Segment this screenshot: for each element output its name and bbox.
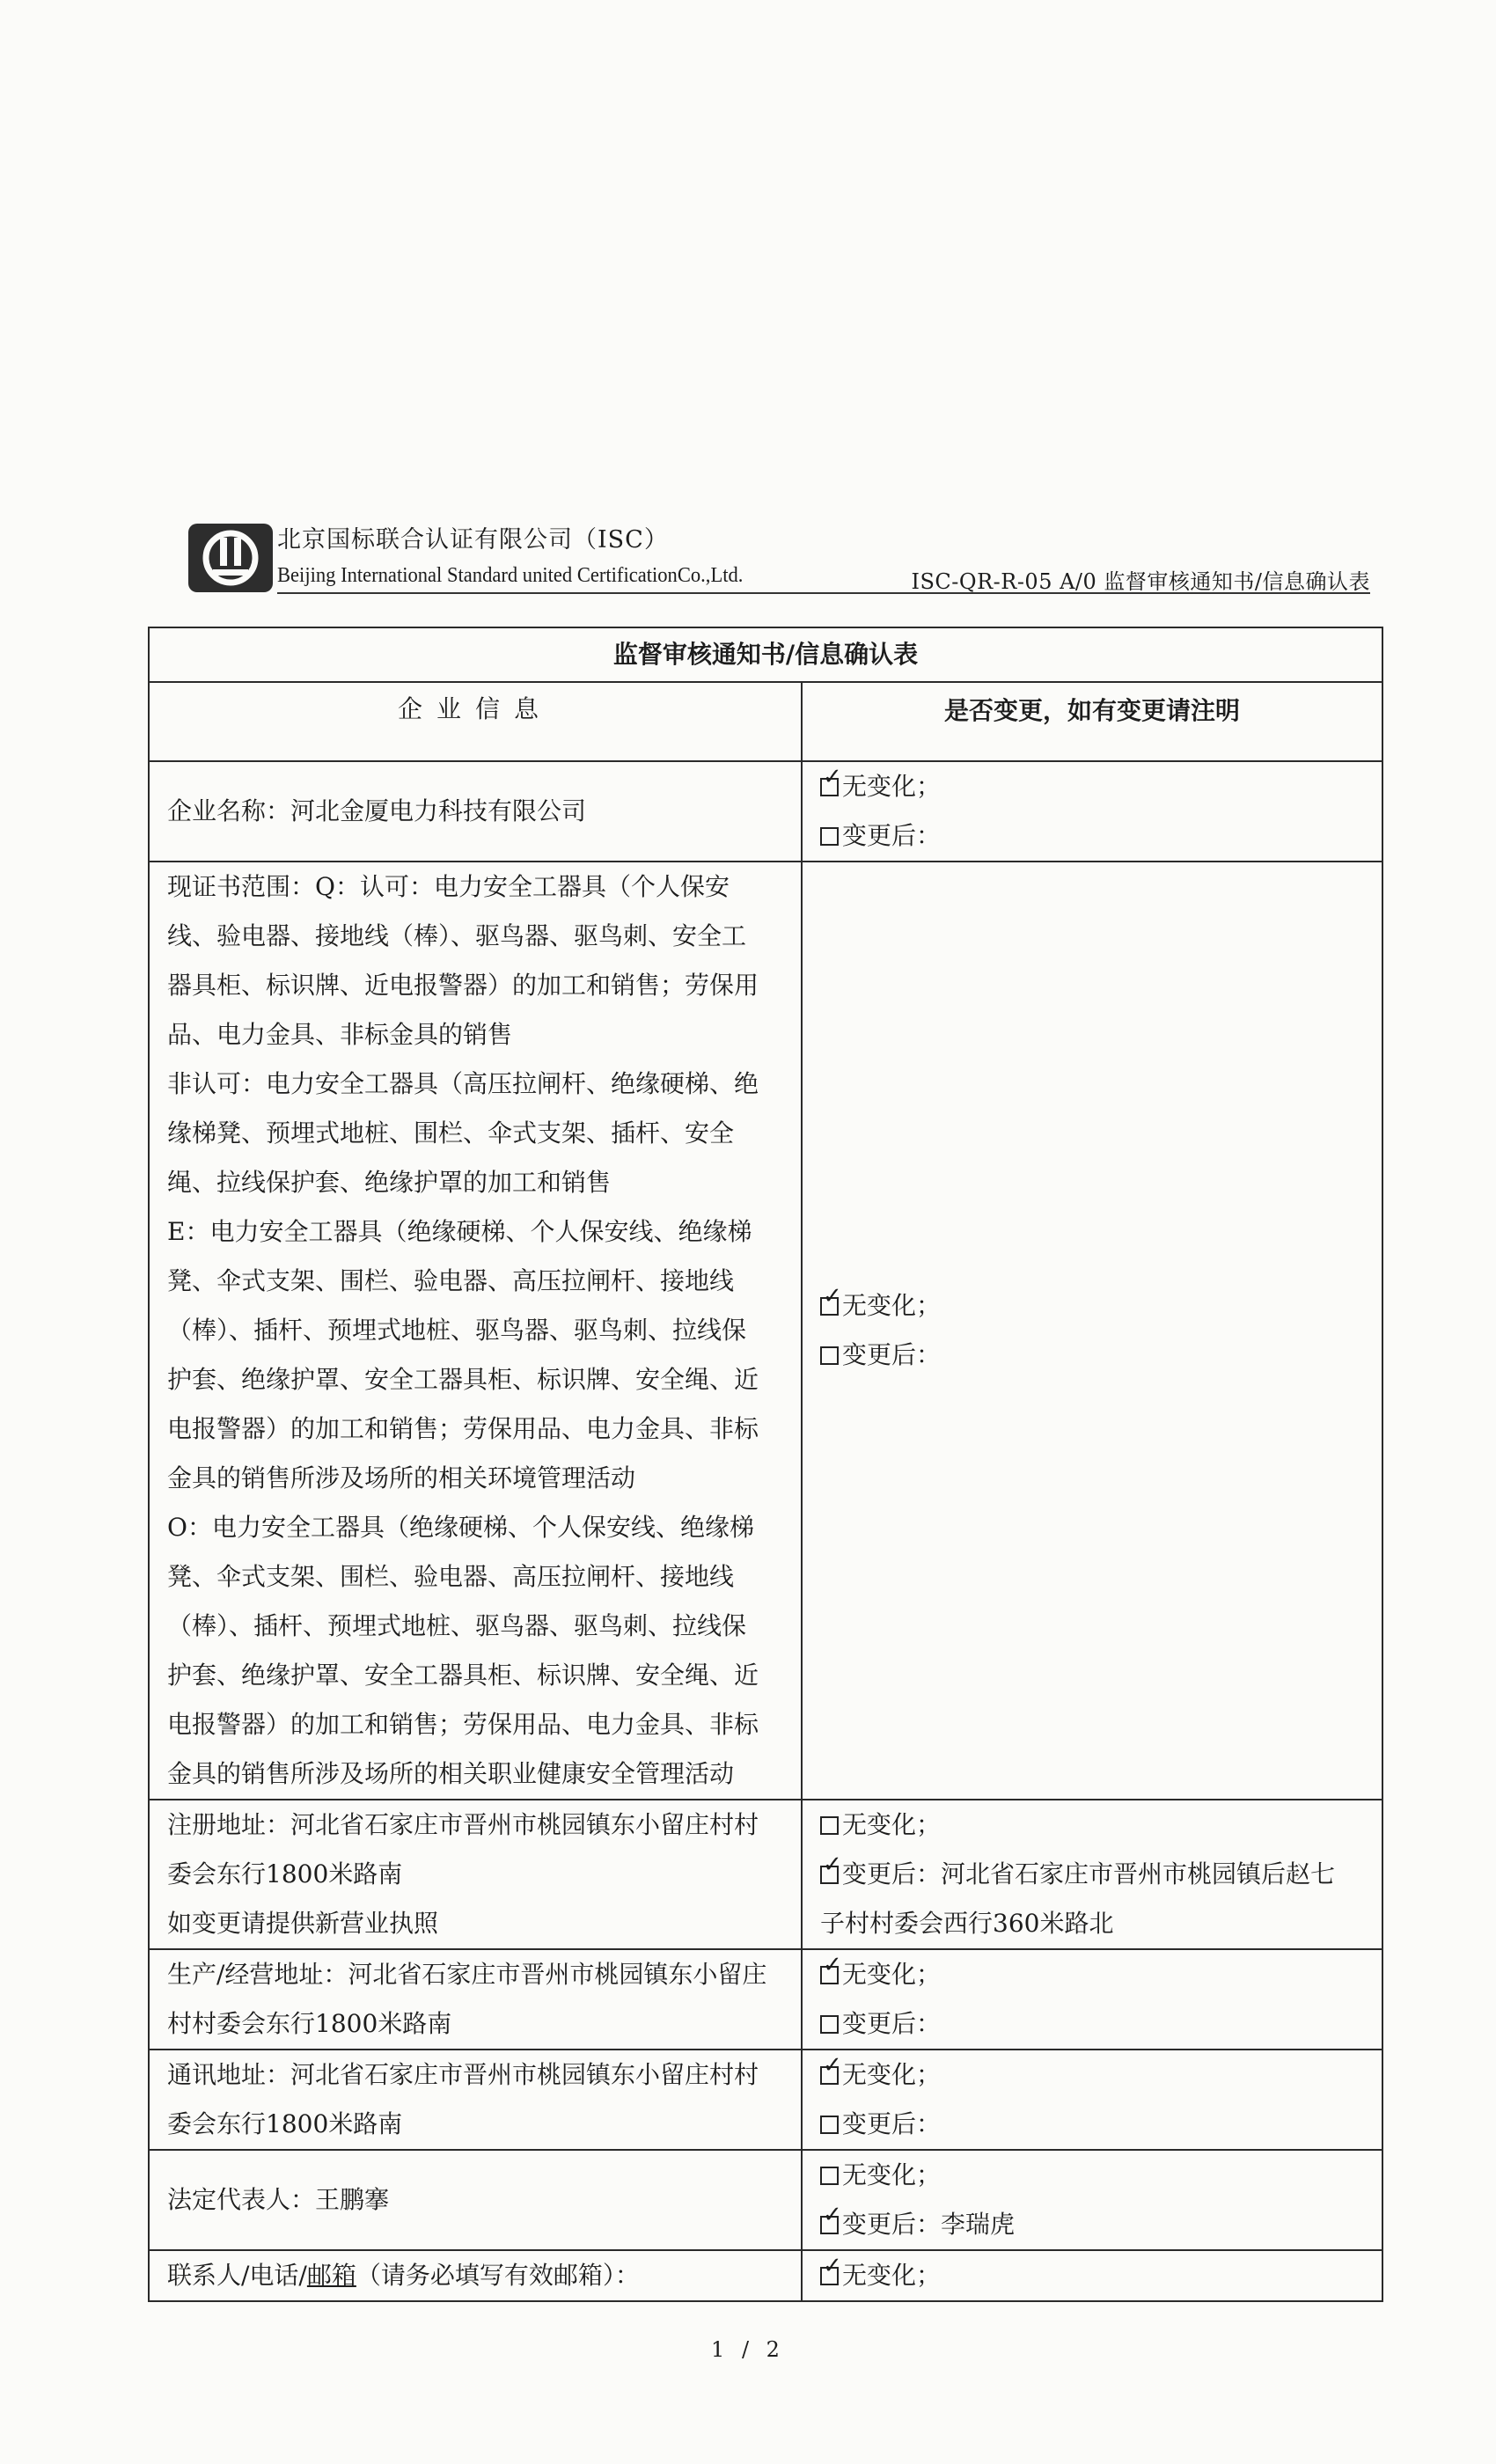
company-name-cn: 北京国标联合认证有限公司（ISC） — [277, 526, 669, 554]
certificate-scope-cell — [149, 862, 802, 1800]
changed-option[interactable]: 变更后： — [820, 811, 1364, 861]
change-cell — [802, 1800, 1382, 1949]
checked-checkbox-icon[interactable] — [820, 778, 839, 796]
header-rule — [277, 592, 1370, 594]
change-cell — [802, 1949, 1382, 2050]
info-line: 品、电力金具、非标金具的销售 — [167, 1020, 513, 1049]
info-line: 器具柜、标识牌、近电报警器）的加工和销售；劳保用 — [167, 971, 759, 1000]
checked-checkbox-icon[interactable] — [820, 1866, 839, 1884]
info-line: 缘梯凳、预埋式地桩、围栏、伞式支架、插杆、安全 — [167, 1118, 735, 1148]
info-line: O：电力安全工器具（绝缘硬梯、个人保安线、绝缘梯 — [167, 1513, 754, 1542]
email-label: 邮箱 — [306, 2261, 356, 2290]
info-line: （棒）、插杆、预埋式地桩、驱鸟器、驱鸟刺、拉线保 — [167, 1611, 747, 1640]
checked-checkbox-icon[interactable] — [820, 2216, 839, 2234]
checked-checkbox-icon[interactable] — [820, 1297, 839, 1316]
column-header-change: 是否变更，如有变更请注明 — [802, 682, 1382, 761]
info-line: 村村委会东行1800米路南 — [167, 2009, 452, 2038]
confirmation-form-table — [148, 627, 1383, 2302]
company-name-en: Beijing International Standard united CertificationCo.,Ltd. — [277, 564, 744, 587]
change-cell — [802, 761, 1382, 862]
document-header — [187, 515, 1370, 601]
checkbox-icon[interactable] — [820, 827, 839, 846]
info-line: 通讯地址：河北省石家庄市晋州市桃园镇东小留庄村村 — [167, 2060, 759, 2089]
changed-option[interactable]: ✓变更后：李瑞虎 — [820, 2200, 1364, 2249]
no-change-option[interactable]: 无变化； — [820, 2151, 1364, 2200]
info-line: 注册地址：河北省石家庄市晋州市桃园镇东小留庄村村 — [167, 1810, 759, 1839]
info-line: 法定代表人：王鹏搴 — [167, 2185, 390, 2214]
no-change-option[interactable]: ✓无变化； — [820, 762, 1364, 811]
info-line: 委会东行1800米路南 — [167, 1859, 403, 1888]
changed-option[interactable]: 变更后： — [820, 2100, 1364, 2149]
no-change-option[interactable]: ✓无变化； — [820, 1950, 1364, 1999]
table-row — [149, 862, 1382, 1800]
changed-option[interactable]: ✓变更后：河北省石家庄市晋州市桃园镇后赵七 — [820, 1850, 1364, 1899]
document-code: ISC-QR-R-05 A/0 监督审核通知书/信息确认表 — [911, 569, 1370, 594]
info-line: 非认可：电力安全工器具（高压拉闸杆、绝缘硬梯、绝 — [167, 1069, 759, 1098]
changed-value-continued: 子村村委会西行360米路北 — [820, 1909, 1114, 1938]
changed-value: 河北省石家庄市晋州市桃园镇后赵七 — [941, 1859, 1336, 1888]
table-row — [149, 2050, 1382, 2150]
form-title: 监督审核通知书/信息确认表 — [149, 627, 1382, 682]
info-line: 凳、伞式支架、围栏、验电器、高压拉闸杆、接地线 — [167, 1266, 735, 1295]
info-line: 企业名称：河北金厦电力科技有限公司 — [167, 796, 587, 825]
table-row — [149, 1800, 1382, 1949]
page-number: 1 / 2 — [711, 2337, 785, 2362]
production-address-cell — [149, 1949, 802, 2050]
changed-option[interactable]: 变更后： — [820, 1331, 1364, 1380]
info-line: 金具的销售所涉及场所的相关环境管理活动 — [167, 1463, 636, 1492]
checkbox-icon[interactable] — [820, 2015, 839, 2034]
info-line: 如变更请提供新营业执照 — [167, 1909, 439, 1938]
checkbox-icon[interactable] — [820, 1346, 839, 1365]
info-line: 线、验电器、接地线（棒）、驱鸟器、驱鸟刺、安全工 — [167, 921, 747, 950]
info-line: 护套、绝缘护罩、安全工器具柜、标识牌、安全绳、近 — [167, 1365, 759, 1394]
contact-label-note: （请务必填写有效邮箱）： — [356, 2261, 640, 2290]
info-line: 委会东行1800米路南 — [167, 2109, 403, 2138]
info-line: （棒）、插杆、预埋式地桩、驱鸟器、驱鸟刺、拉线保 — [167, 1316, 747, 1345]
column-header-enterprise-info: 企业信息 — [149, 682, 802, 761]
info-line: 生产/经营地址：河北省石家庄市晋州市桃园镇东小留庄 — [167, 1960, 767, 1989]
info-line: E：电力安全工器具（绝缘硬梯、个人保安线、绝缘梯 — [167, 1217, 752, 1246]
info-line: 绳、拉线保护套、绝缘护罩的加工和销售 — [167, 1168, 612, 1197]
info-line: 现证书范围：Q：认可：电力安全工器具（个人保安 — [167, 872, 730, 901]
checked-checkbox-icon[interactable] — [820, 2267, 839, 2285]
changed-option[interactable]: 变更后： — [820, 1999, 1364, 2049]
changed-value: 李瑞虎 — [941, 2210, 1016, 2239]
contact-cell — [149, 2250, 802, 2301]
contact-label: 联系人/电话/ — [167, 2261, 307, 2290]
change-cell — [802, 2150, 1382, 2250]
info-line: 金具的销售所涉及场所的相关职业健康安全管理活动 — [167, 1759, 735, 1788]
checked-checkbox-icon[interactable] — [820, 2066, 839, 2085]
checkbox-icon[interactable] — [820, 2167, 839, 2185]
info-line: 电报警器）的加工和销售；劳保用品、电力金具、非标 — [167, 1710, 759, 1739]
no-change-option[interactable]: ✓无变化； — [820, 2050, 1364, 2100]
legal-representative-cell — [149, 2150, 802, 2250]
change-cell — [802, 2050, 1382, 2150]
info-line: 凳、伞式支架、围栏、验电器、高压拉闸杆、接地线 — [167, 1562, 735, 1591]
table-row — [149, 2150, 1382, 2250]
no-change-option[interactable]: ✓ 无变化； — [820, 2251, 1364, 2300]
change-cell — [802, 862, 1382, 1800]
checked-checkbox-icon[interactable] — [820, 1966, 839, 1984]
change-cell — [802, 2250, 1382, 2301]
company-name-cell — [149, 761, 802, 862]
mailing-address-cell — [149, 2050, 802, 2150]
no-change-option[interactable]: ✓无变化； — [820, 1281, 1364, 1331]
table-row — [149, 1949, 1382, 2050]
table-row — [149, 2250, 1382, 2301]
info-line: 护套、绝缘护罩、安全工器具柜、标识牌、安全绳、近 — [167, 1661, 759, 1690]
registered-address-cell — [149, 1800, 802, 1949]
no-change-option[interactable]: 无变化； — [820, 1800, 1364, 1850]
info-line: 电报警器）的加工和销售；劳保用品、电力金具、非标 — [167, 1414, 759, 1443]
isc-logo-icon — [187, 522, 275, 594]
checkbox-icon[interactable] — [820, 1816, 839, 1835]
checkbox-icon[interactable] — [820, 2116, 839, 2134]
table-row — [149, 761, 1382, 862]
